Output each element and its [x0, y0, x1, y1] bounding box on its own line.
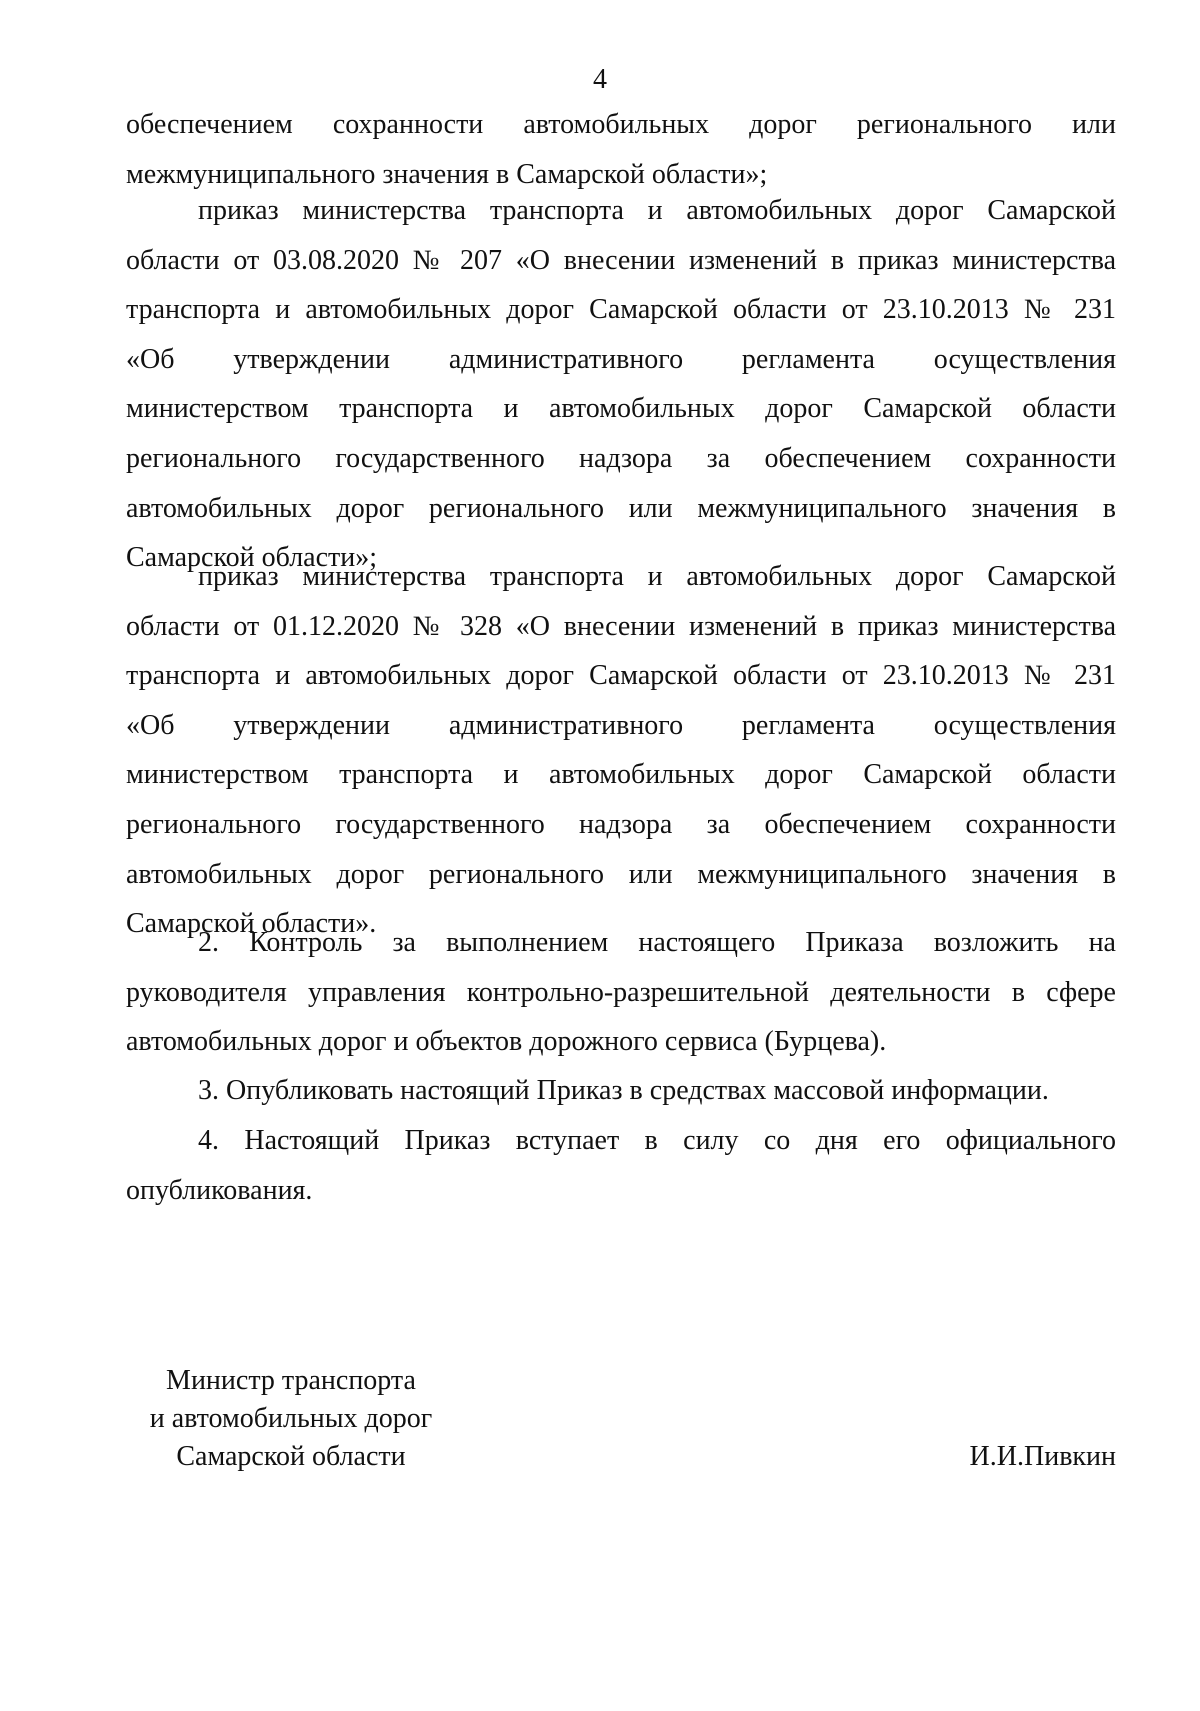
text-line: автомобильных дорог регионального или межмуниципального значения в: [126, 492, 1116, 524]
text-line: приказ министерства транспорта и автомобильных дорог Самарской: [198, 561, 1116, 592]
text-line: межмуниципального значения в Самарской области»;: [126, 158, 768, 190]
page-number: 4: [593, 64, 607, 95]
paragraph-order-207: [126, 186, 1116, 583]
text-line: регионального государственного надзора за обеспечением сохранности: [126, 808, 1116, 840]
text-line: министерством транспорта и автомобильных дорог Самарской области: [126, 759, 1116, 791]
text-line: приказ министерства транспорта и автомобильных дорог Самарской: [198, 195, 1116, 226]
text-line: автомобильных дорог и объектов дорожного сервиса (Бурцева).: [126, 1026, 887, 1058]
text-line: обеспечением сохранности автомобильных дорог регионального или: [126, 109, 1116, 140]
text-line: «Об утверждении административного регламента осуществления: [126, 709, 1116, 741]
text-line: руководителя управления контрольно-разрешительной деятельности в сфере: [126, 976, 1116, 1008]
text-line: «Об утверждении административного регламента осуществления: [126, 343, 1116, 375]
text-continuation: [126, 100, 1116, 199]
text-line: области от 01.12.2020 № 328 «О внесении изменений в приказ министерства: [126, 610, 1116, 642]
text-line: 3. Опубликовать настоящий Приказ в средствах массовой информации.: [198, 1075, 1049, 1106]
text-line: Самарской области».: [126, 908, 377, 940]
item-2: [126, 918, 1116, 1067]
paragraph-order-328: [126, 552, 1116, 949]
signature-position-line: Министр транспорта: [166, 1365, 416, 1396]
signature-position-line: и автомобильных дорог: [149, 1403, 433, 1434]
signature-position: [126, 1362, 456, 1476]
item-4: [126, 1116, 1116, 1215]
text-line: регионального государственного надзора за обеспечением сохранности: [126, 442, 1116, 474]
text-line: 2. Контроль за выполнением настоящего Приказа возложить на: [198, 927, 1116, 958]
text-line: 4. Настоящий Приказ вступает в силу со дня его официального: [198, 1125, 1116, 1156]
text-line: автомобильных дорог регионального или межмуниципального значения в: [126, 858, 1116, 890]
text-line: транспорта и автомобильных дорог Самарской области от 23.10.2013 № 231: [126, 294, 1116, 326]
signature-position-line: Самарской области: [176, 1441, 406, 1472]
signature-name: И.И.Пивкин: [969, 1441, 1116, 1472]
text-line: опубликования.: [126, 1174, 313, 1206]
text-line: министерством транспорта и автомобильных дорог Самарской области: [126, 393, 1116, 425]
text-line: Самарской области»;: [126, 542, 378, 574]
text-line: области от 03.08.2020 № 207 «О внесении изменений в приказ министерства: [126, 244, 1116, 276]
item-3: [126, 1066, 1116, 1116]
text-line: транспорта и автомобильных дорог Самарской области от 23.10.2013 № 231: [126, 660, 1116, 692]
